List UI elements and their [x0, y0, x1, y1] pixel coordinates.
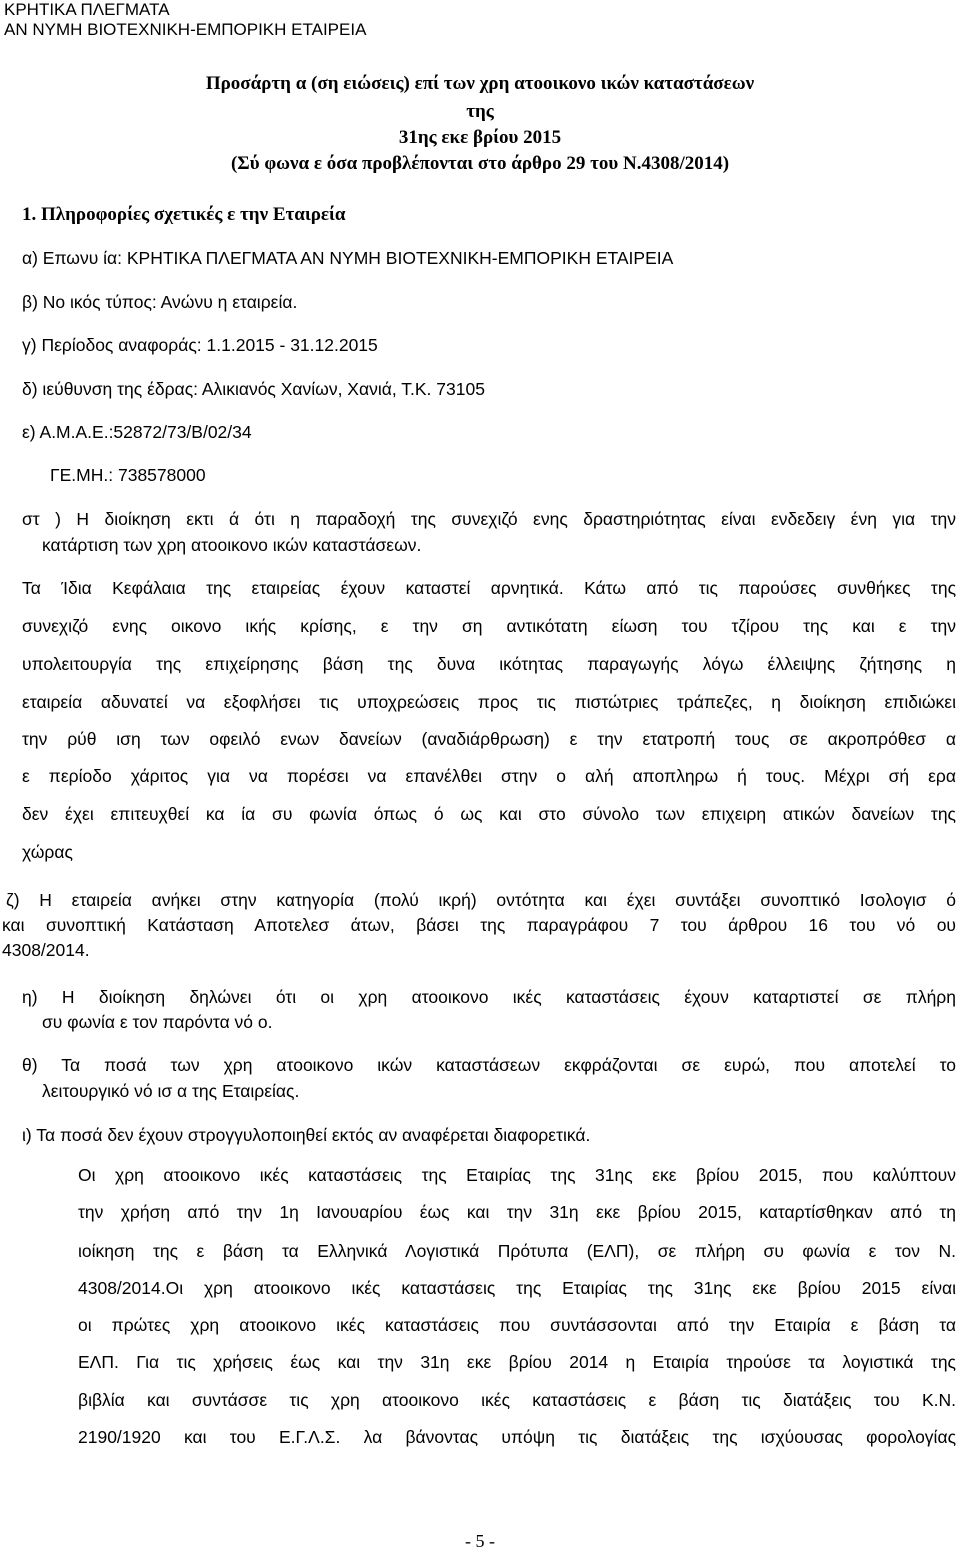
equity-paragraph-line: χώρας	[22, 842, 73, 862]
item-address: δ) ιεύθυνση της έδρας: Αλικιανός Χανίων, Χανιά, Τ.Κ. 73105	[22, 379, 485, 399]
document-title-line2: της	[466, 101, 494, 122]
document-title-date: 31ης εκε βρίου 2015	[398, 127, 562, 148]
equity-paragraph-line: συνεχιζό ενης οικονο ικής κρίσης, ε την ση αντικότατη είωση του τζίρου της και ε την	[22, 616, 956, 636]
compliance-paragraph-line: συ φωνία ε τον παρόντα νό ο.	[42, 1012, 273, 1032]
going-concern-line: κατάρτιση των χρη ατοοικονο ικών καταστάσεων.	[42, 535, 422, 555]
equity-paragraph-line: την ρύθ ιση των οφειλό ενων δανείων (αναδιάρθρωση) ε την ετατροπή τους σε ακροπρόθεσ α	[22, 729, 956, 749]
section-heading: 1. Πληροφορίες σχετικές ε την Εταιρεία	[22, 204, 346, 225]
basis-paragraph-line: 4308/2014.Οι χρη ατοοικονο ικές καταστάσεις της Εταιρίας της 31ης εκε βρίου 2015 είναι	[78, 1278, 956, 1298]
basis-paragraph-line: Οι χρη ατοοικονο ικές καταστάσεις της Εταιρίας της 31ης εκε βρίου 2015, που καλύπτουν	[78, 1165, 956, 1185]
currency-paragraph-line: λειτουργικό νό ισ α της Εταιρείας.	[42, 1081, 300, 1101]
equity-paragraph-line: δεν έχει επιτευχθεί κα ία συ φωνία όπως ό ως και στο σύνολο των επιχειρη ατικών δανείων της	[22, 804, 956, 824]
item-legal-form: β) Νο ικός τύπος: Ανώνυ η εταιρεία.	[22, 292, 298, 312]
page-number: - 5 -	[465, 1531, 495, 1551]
compliance-paragraph-line: η) Η διοίκηση δηλώνει ότι οι χρη ατοοικονο ικές καταστάσεις έχουν καταρτιστεί σε πλήρη	[22, 987, 956, 1007]
item-period: γ) Περίοδος αναφοράς: 1.1.2015 - 31.12.2015	[22, 335, 378, 355]
category-paragraph-line: 4308/2014.	[2, 940, 90, 960]
company-full-name: ΑΝ ΝΥΜΗ ΒΙΟΤΕΧΝΙΚΗ-ΕΜΠΟΡΙΚΗ ΕΤΑΙΡΕΙΑ	[4, 20, 367, 39]
basis-paragraph-line: ιοίκηση της ε βάση τα Ελληνικά Λογιστικά Πρότυπα (ΕΛΠ), σε πλήρη συ φωνία ε τον Ν.	[78, 1241, 956, 1261]
basis-paragraph-line: βιβλία και συντάσσε τις χρη ατοοικονο ικές καταστάσεις ε βάση τις διατάξεις του Κ.Ν.	[78, 1390, 956, 1410]
equity-paragraph-line: εταιρεία αδυνατεί να εξοφλήσει τις υποχρεώσεις προς τις πιστώτριες τράπεζες, η διοίκηση επιδιώκει	[22, 692, 956, 712]
document-title-law: (Σύ φωνα ε όσα προβλέπονται στο άρθρο 29 του Ν.4308/2014)	[230, 153, 730, 174]
item-name: α) Επωνυ ία: ΚΡΗΤΙΚΑ ΠΛΕΓΜΑΤΑ ΑΝ ΝΥΜΗ ΒΙΟΤΕΧΝΙΚΗ-ΕΜΠΟΡΙΚΗ ΕΤΑΙΡΕΙΑ	[22, 248, 674, 268]
basis-paragraph-line: την χρήση από την 1η Ιανουαρίου έως και την 31η εκε βρίου 2015, καταρτίσθηκαν από τη	[78, 1202, 956, 1222]
category-paragraph-line: και συνοπτική Κατάσταση Αποτελεσ άτων, βάσει της παραγράφου 7 του άρθρου 16 του νό ου	[2, 915, 956, 935]
going-concern-line: στ ) Η διοίκηση εκτι ά ότι η παραδοχή της συνεχιζό ενης δραστηριότητας είναι ενδεδειγ ένη για την	[22, 509, 956, 529]
basis-paragraph-line: ΕΛΠ. Για τις χρήσεις έως και την 31η εκε βρίου 2014 η Εταιρία τηρούσε τα λογιστικά της	[78, 1352, 956, 1372]
currency-paragraph-line: θ) Τα ποσά των χρη ατοοικονο ικών καταστάσεων εκφράζονται σε ευρώ, που αποτελεί το	[22, 1055, 956, 1075]
equity-paragraph-line: Τα Ίδια Κεφάλαια της εταιρείας έχουν καταστεί αρνητικά. Κάτω από τις παρούσες συνθήκες της	[22, 578, 956, 598]
basis-paragraph-line: 2190/1920 και του Ε.Γ.Λ.Σ. λα βάνοντας υπόψη τις διατάξεις της ισχύουσας φορολογίας	[78, 1427, 956, 1447]
document-title: Προσάρτη α (ση ειώσεις) επί των χρη ατοοικονο ικών καταστάσεων	[205, 73, 755, 94]
item-registry-number: ε) Α.Μ.Α.Ε.:52872/73/Β/02/34	[22, 422, 252, 442]
item-gemi-number: ΓΕ.ΜΗ.: 738578000	[50, 465, 206, 485]
company-name: ΚΡΗΤΙΚΑ ΠΛΕΓΜΑΤΑ	[4, 0, 170, 19]
equity-paragraph-line: υπολειτουργία της επιχείρησης βάση της δυνα ικότητας παραγωγής λόγω έλλειψης ζήτησης η	[22, 654, 956, 674]
category-paragraph-line: ζ) Η εταιρεία ανήκει στην κατηγορία (πολύ ικρή) οντότητα και έχει συντάξει συνοπτικό Ισολογισ ό	[6, 890, 956, 910]
equity-paragraph-line: ε περίοδο χάριτος για να πορέσει να επανέλθει στην ο αλή αποπληρω ή τους. Μέχρι σή ερα	[22, 766, 956, 786]
rounding-paragraph: ι) Τα ποσά δεν έχουν στρογγυλοποιηθεί εκτός αν αναφέρεται διαφορετικά.	[22, 1125, 591, 1145]
basis-paragraph-line: οι πρώτες χρη ατοοικονο ικές καταστάσεις που συντάσσονται από την Εταιρία ε βάση τα	[78, 1315, 956, 1335]
